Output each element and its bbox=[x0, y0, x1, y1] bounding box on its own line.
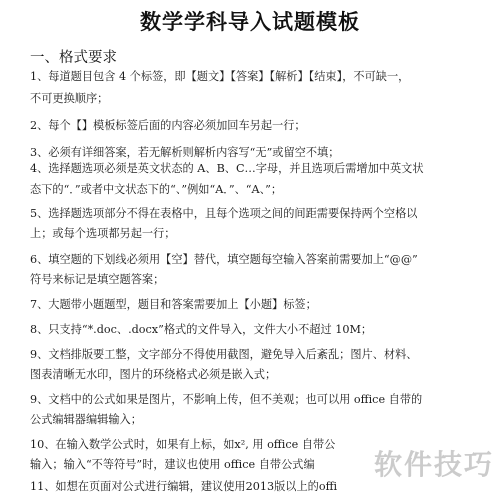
text-line: 3、必须有详细答案，若无解析则解析内容写“无”或留空不填； bbox=[30, 146, 340, 159]
text-line: 7、大题带小题题型，题目和答案需要加上【小题】标签； bbox=[30, 298, 317, 311]
text-line: 9、文档排版要工整，文字部分不得使用截图，避免导入后紊乱；图片、材料、 bbox=[30, 348, 418, 361]
watermark: 软件技巧 bbox=[373, 448, 494, 481]
text-line: 图表清晰无水印，图片的环绕格式必须是嵌入式； bbox=[30, 368, 277, 381]
text-line: 输入；输入“不等符号”时，建议也使用 office 自带公式编 bbox=[30, 458, 315, 471]
text-line: 1、每道题目包含 4 个标签，即【题文】【答案】【解析】【结束】，不可缺一， bbox=[30, 70, 410, 83]
document-title: 数学学科导入试题模板 bbox=[140, 10, 360, 34]
text-line: 11、如想在页面对公式进行编辑，建议使用2013版以上的offi bbox=[30, 480, 338, 493]
text-line: 8、只支持“*.doc、.docx”格式的文件导入，文件大小不超过 10M； bbox=[30, 323, 373, 336]
text-line: 2、每个【】模板标签后面的内容必须加回车另起一行； bbox=[30, 119, 306, 132]
text-line: 9、文档中的公式如果是图片，不影响上传，但不美观；也可以用 office 自带的 bbox=[30, 393, 423, 406]
text-line: 5、选择题选项部分不得在表格中，且每个选项之间的间距需要保持两个空格以 bbox=[30, 207, 418, 220]
text-line: 4、选择题选项必须是英文状态的 A、B、C…字母，并且选项后需增加中英文状 bbox=[30, 162, 424, 175]
text-line: 10、在输入数学公式时，如果有上标，如x², 用 office 自带公 bbox=[30, 438, 336, 451]
text-line: 符号来标记是填空题答案； bbox=[30, 273, 165, 286]
text-line: 6、填空题的下划线必须用【空】替代，填空题每空输入答案前需要加上“@@” bbox=[30, 253, 418, 266]
text-line: 上；或每个选项都另起一行； bbox=[30, 227, 176, 240]
text-line: 公式编辑器编辑输入； bbox=[30, 413, 142, 426]
section-heading: 一、格式要求 bbox=[30, 50, 117, 66]
text-line: 态下的“．”或者中文状态下的“、”例如“A．”、“A、”； bbox=[30, 183, 283, 196]
text-line: 不可更换顺序； bbox=[30, 92, 109, 105]
